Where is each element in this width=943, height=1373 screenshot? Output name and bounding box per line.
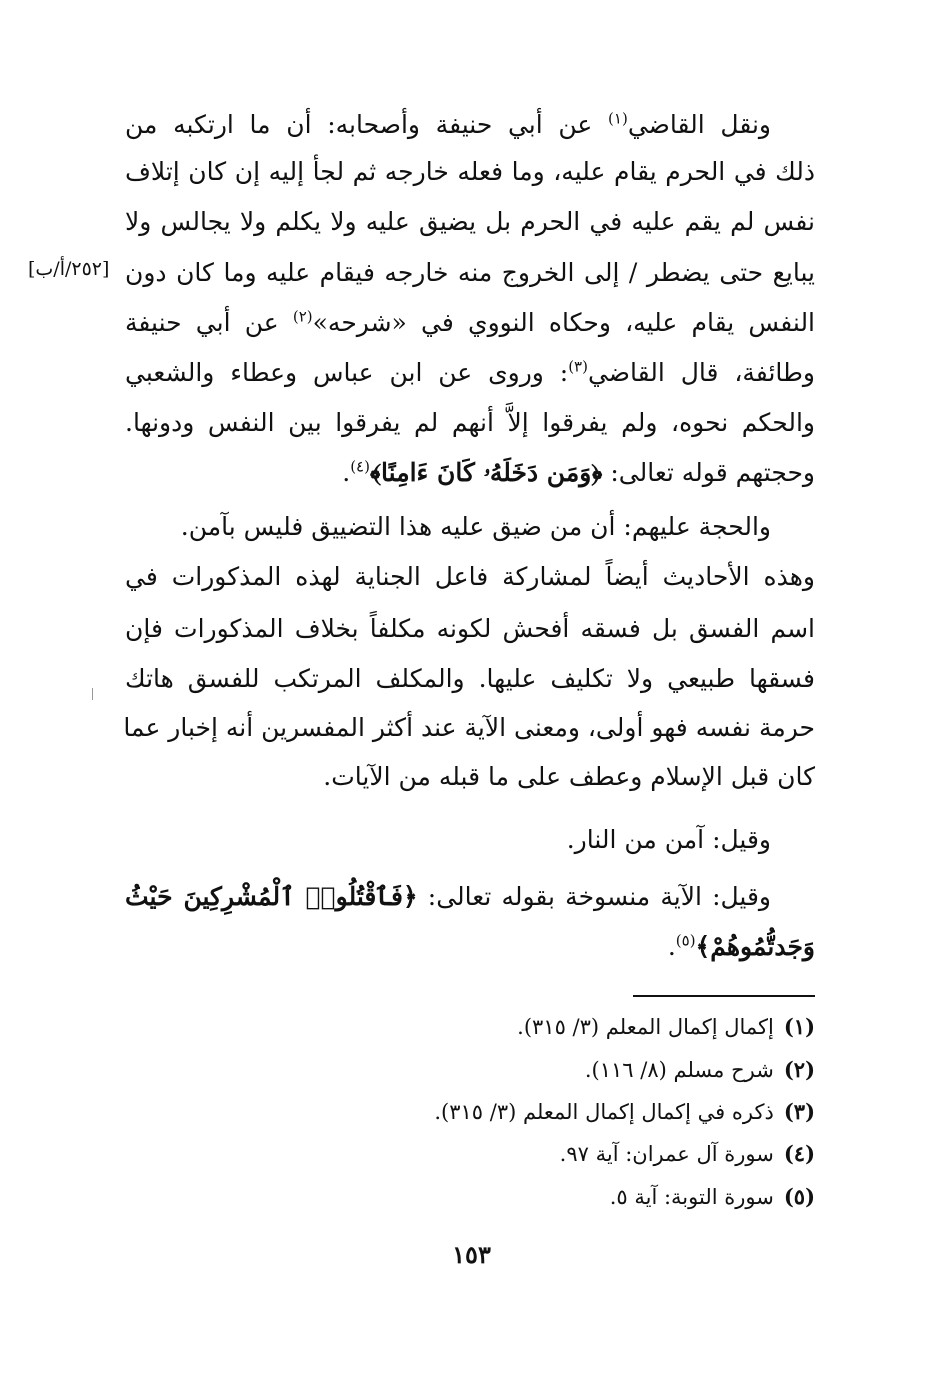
footnote-4 xyxy=(315,1139,815,1169)
text-line-8 xyxy=(125,456,815,490)
text-run: وطائفة، قال القاضي xyxy=(587,358,816,387)
text-line-11: اسم الفسق بل فسقه أفحش لكونه مكلفاً بخلاف المذكورات فإن xyxy=(125,614,815,643)
text-line-4: يبايع حتى يضطر / إلى الخروج منه خارجه فيقام عليه وما كان دون xyxy=(125,258,815,287)
footnote-number: (٣) xyxy=(783,1099,815,1124)
footnote-ref-5[interactable]: (٥) xyxy=(675,931,696,950)
quran-verse: وَجَدتُّمُوهُمْ﴾ xyxy=(695,932,815,961)
footnote-3 xyxy=(315,1097,815,1127)
footnote-separator xyxy=(633,995,815,997)
text-line-16 xyxy=(125,880,815,914)
text-line-9: والحجة عليهم: أن من ضيق عليه هذا التضييق فليس بآمن. xyxy=(180,512,771,541)
footnote-text: ذكره في إكمال إكمال المعلم (٣/ ٣١٥). xyxy=(434,1100,774,1124)
text-line-6 xyxy=(125,356,815,390)
footnote-number: (٥) xyxy=(783,1184,815,1209)
text-run: عن أبي حنيفة xyxy=(125,308,293,337)
text-run: . xyxy=(667,932,676,961)
text-run: عن أبي حنيفة وأصحابه: أن ما ارتكبه من xyxy=(125,110,609,139)
text-line-14: كان قبل الإسلام وعطف على ما قبله من الآيات. xyxy=(323,762,815,791)
text-run: : وروى عن ابن عباس وعطاء والشعبي xyxy=(125,358,569,387)
text-line-12: فسقها طبيعي ولا تكليف عليها. والمكلف المرتكب للفسق هاتك xyxy=(125,664,815,693)
quran-verse: ﴿فَٱقْتُلُوا۟ ٱلْمُشْرِكِينَ حَيْثُ xyxy=(125,882,418,911)
footnote-2 xyxy=(315,1055,815,1085)
text-line-2: ذلك في الحرم يقام عليه، وما فعله خارجه ثم لجأ إليه إن كان إتلاف xyxy=(125,157,815,186)
footnote-ref-1[interactable]: (١) xyxy=(608,109,628,128)
text-run: وقيل: الآية منسوخة بقوله تعالى: xyxy=(417,882,771,911)
footnote-text: سورة آل عمران: آية ٩٧. xyxy=(559,1142,774,1166)
text-run: ونقل القاضي xyxy=(627,110,772,139)
footnote-text: إكمال إكمال المعلم (٣/ ٣١٥). xyxy=(517,1015,774,1039)
page-number: ١٥٣ xyxy=(452,1240,491,1269)
manuscript-folio-note: [٢٥٢/أ/ب] xyxy=(28,258,110,280)
footnote-number: (١) xyxy=(783,1014,815,1039)
footnote-5 xyxy=(315,1182,815,1212)
text-line-15: وقيل: آمن من النار. xyxy=(566,825,771,854)
footnote-1 xyxy=(315,1012,815,1042)
text-line-7: والحكم نحوه، ولم يفرقوا إلاَّ أنهم لم يفرقوا بين النفس ودونها. xyxy=(125,408,815,437)
quran-verse: ﴿وَمَن دَخَلَهُۥ كَانَ ءَامِنًا﴾ xyxy=(369,458,603,487)
footnote-text: سورة التوبة: آية ٥. xyxy=(609,1185,774,1209)
text-line-3: نفس لم يقم عليه في الحرم بل يضيق عليه ولا يكلم ولا يجالس ولا xyxy=(125,207,815,236)
footnote-ref-2[interactable]: (٢) xyxy=(292,307,313,326)
text-line-5 xyxy=(125,306,815,340)
footnote-text: شرح مسلم (٨/ ١١٦). xyxy=(584,1058,774,1082)
text-run: . xyxy=(342,458,351,487)
text-line-1 xyxy=(125,108,815,142)
scan-speck xyxy=(92,688,93,700)
text-line-13: حرمة نفسه فهو أولى، ومعنى الآية عند أكثر المفسرين أنه إخبار عما xyxy=(123,713,815,742)
footnote-number: (٤) xyxy=(783,1141,815,1166)
text-line-17 xyxy=(125,930,815,964)
footnote-ref-3[interactable]: (٣) xyxy=(568,357,588,376)
footnote-number: (٢) xyxy=(783,1057,815,1082)
text-run: وحجتهم قوله تعالى: xyxy=(602,458,815,487)
footnote-ref-4[interactable]: (٤) xyxy=(350,457,370,476)
text-run: النفس يقام عليه، وحكاه النووي في «شرحه» xyxy=(312,308,816,337)
text-line-10: وهذه الأحاديث أيضاً لمشاركة فاعل الجناية لهذه المذكورات في xyxy=(125,562,815,591)
